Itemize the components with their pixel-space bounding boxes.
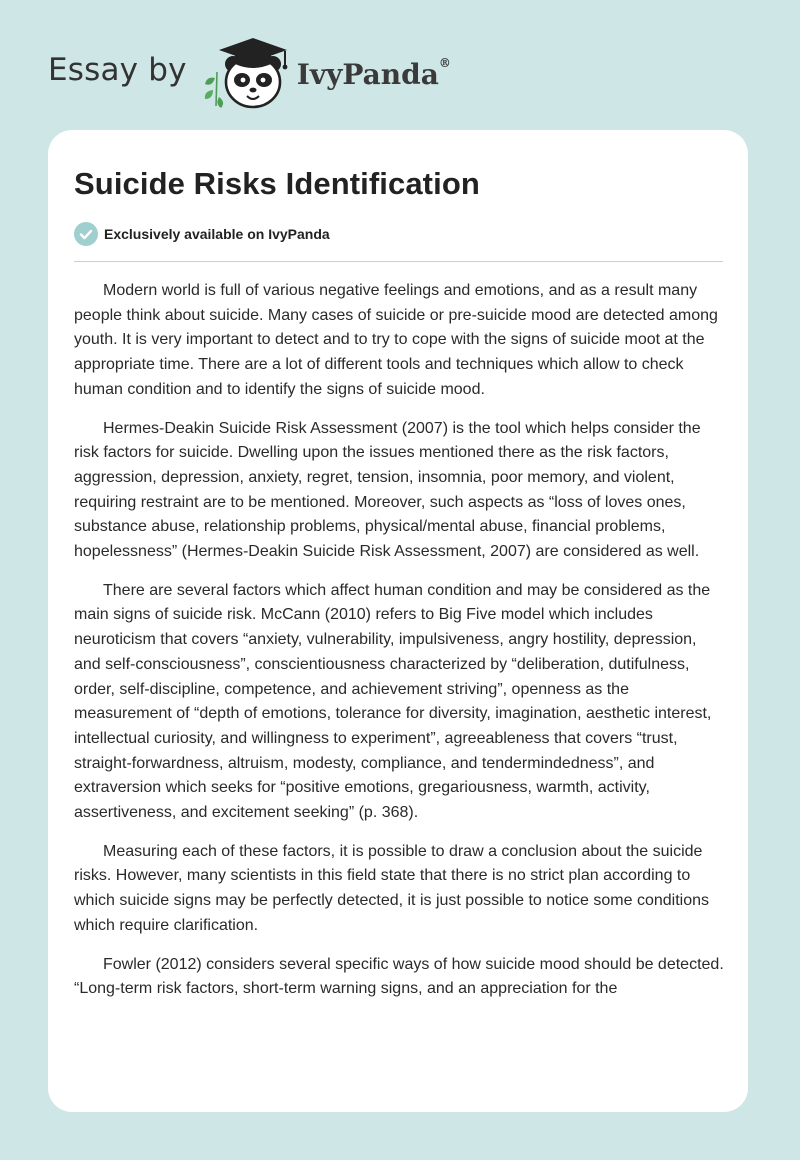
page-title: Suicide Risks Identification [74,166,480,201]
check-circle-icon [74,222,98,246]
exclusive-badge-label: Exclusively available on IvyPanda [104,226,330,242]
panda-logo-icon[interactable] [201,34,301,110]
brand-name-text: IvyPanda [296,57,439,91]
brand-name[interactable] [297,58,451,91]
essay-card [48,130,748,1112]
paragraph-1: Modern world is full of various negative feelings and emotions, and as a result many people think about suicide. Many cases of suicide or pre-suicide mood are detected among youth. It is very important to detect and to try to cope with the signs of suicide moot at the appropriate time. There are a lot of different tools and techniques which allow to check human condition and to identify the signs of suicide mood. [74,282,718,398]
site-header [48,34,451,110]
divider [74,261,723,262]
registered-mark: ® [438,56,451,71]
exclusive-badge [74,222,330,246]
paragraph-3: There are several factors which affect human condition and may be considered as the main signs of suicide risk. McCann (2010) refers to Big Five model which includes neuroticism that covers “anxiety, vulnerability, impulsiveness, angry hostility, depression, and self-consciousness”, conscientiousness characterized by “deliberation, dutifulness, order, self-discipline, competence, and achievement striving”, openness as the measurement of “depth of emotions, tolerance for diversity, imagination, aesthetic interest, intellectual curiosity, and willingness to experiment”, agreeableness that covers “trust, straight-forwardness, altruism, modesty, compliance, and tendermindedness”, and extraversion which seeks for “positive emotions, gregariousness, warmth, activity, assertiveness, and excitement seeking” (p. 368). [74,581,712,822]
essay-by-label: Essay by [48,52,187,88]
paragraph-5: Fowler (2012) considers several specific ways of how suicide mood should be detected. “Long-term risk factors, short-term warning signs, and an appreciation for the [74,955,724,998]
essay-body [74,279,726,1016]
paragraph-4: Measuring each of these factors, it is possible to draw a conclusion about the suicide risks. However, many scientists in this field state that there is no strict plan according to which suicide signs may be perfectly detected, it is just possible to notice some conditions which require clarification. [74,842,709,934]
paragraph-2: Hermes-Deakin Suicide Risk Assessment (2007) is the tool which helps consider the risk factors for suicide. Dwelling upon the issues mentioned there as the risk factors, aggression, depression, anxiety, regret, tension, insomnia, poor memory, and violent, requiring restraint are to be mentioned. Moreover, such aspects as “loss of loves ones, substance abuse, relationship problems, physical/mental abuse, financial problems, hopelessness” (Hermes-Deakin Suicide Risk Assessment, 2007) are considered as well. [74,419,701,561]
